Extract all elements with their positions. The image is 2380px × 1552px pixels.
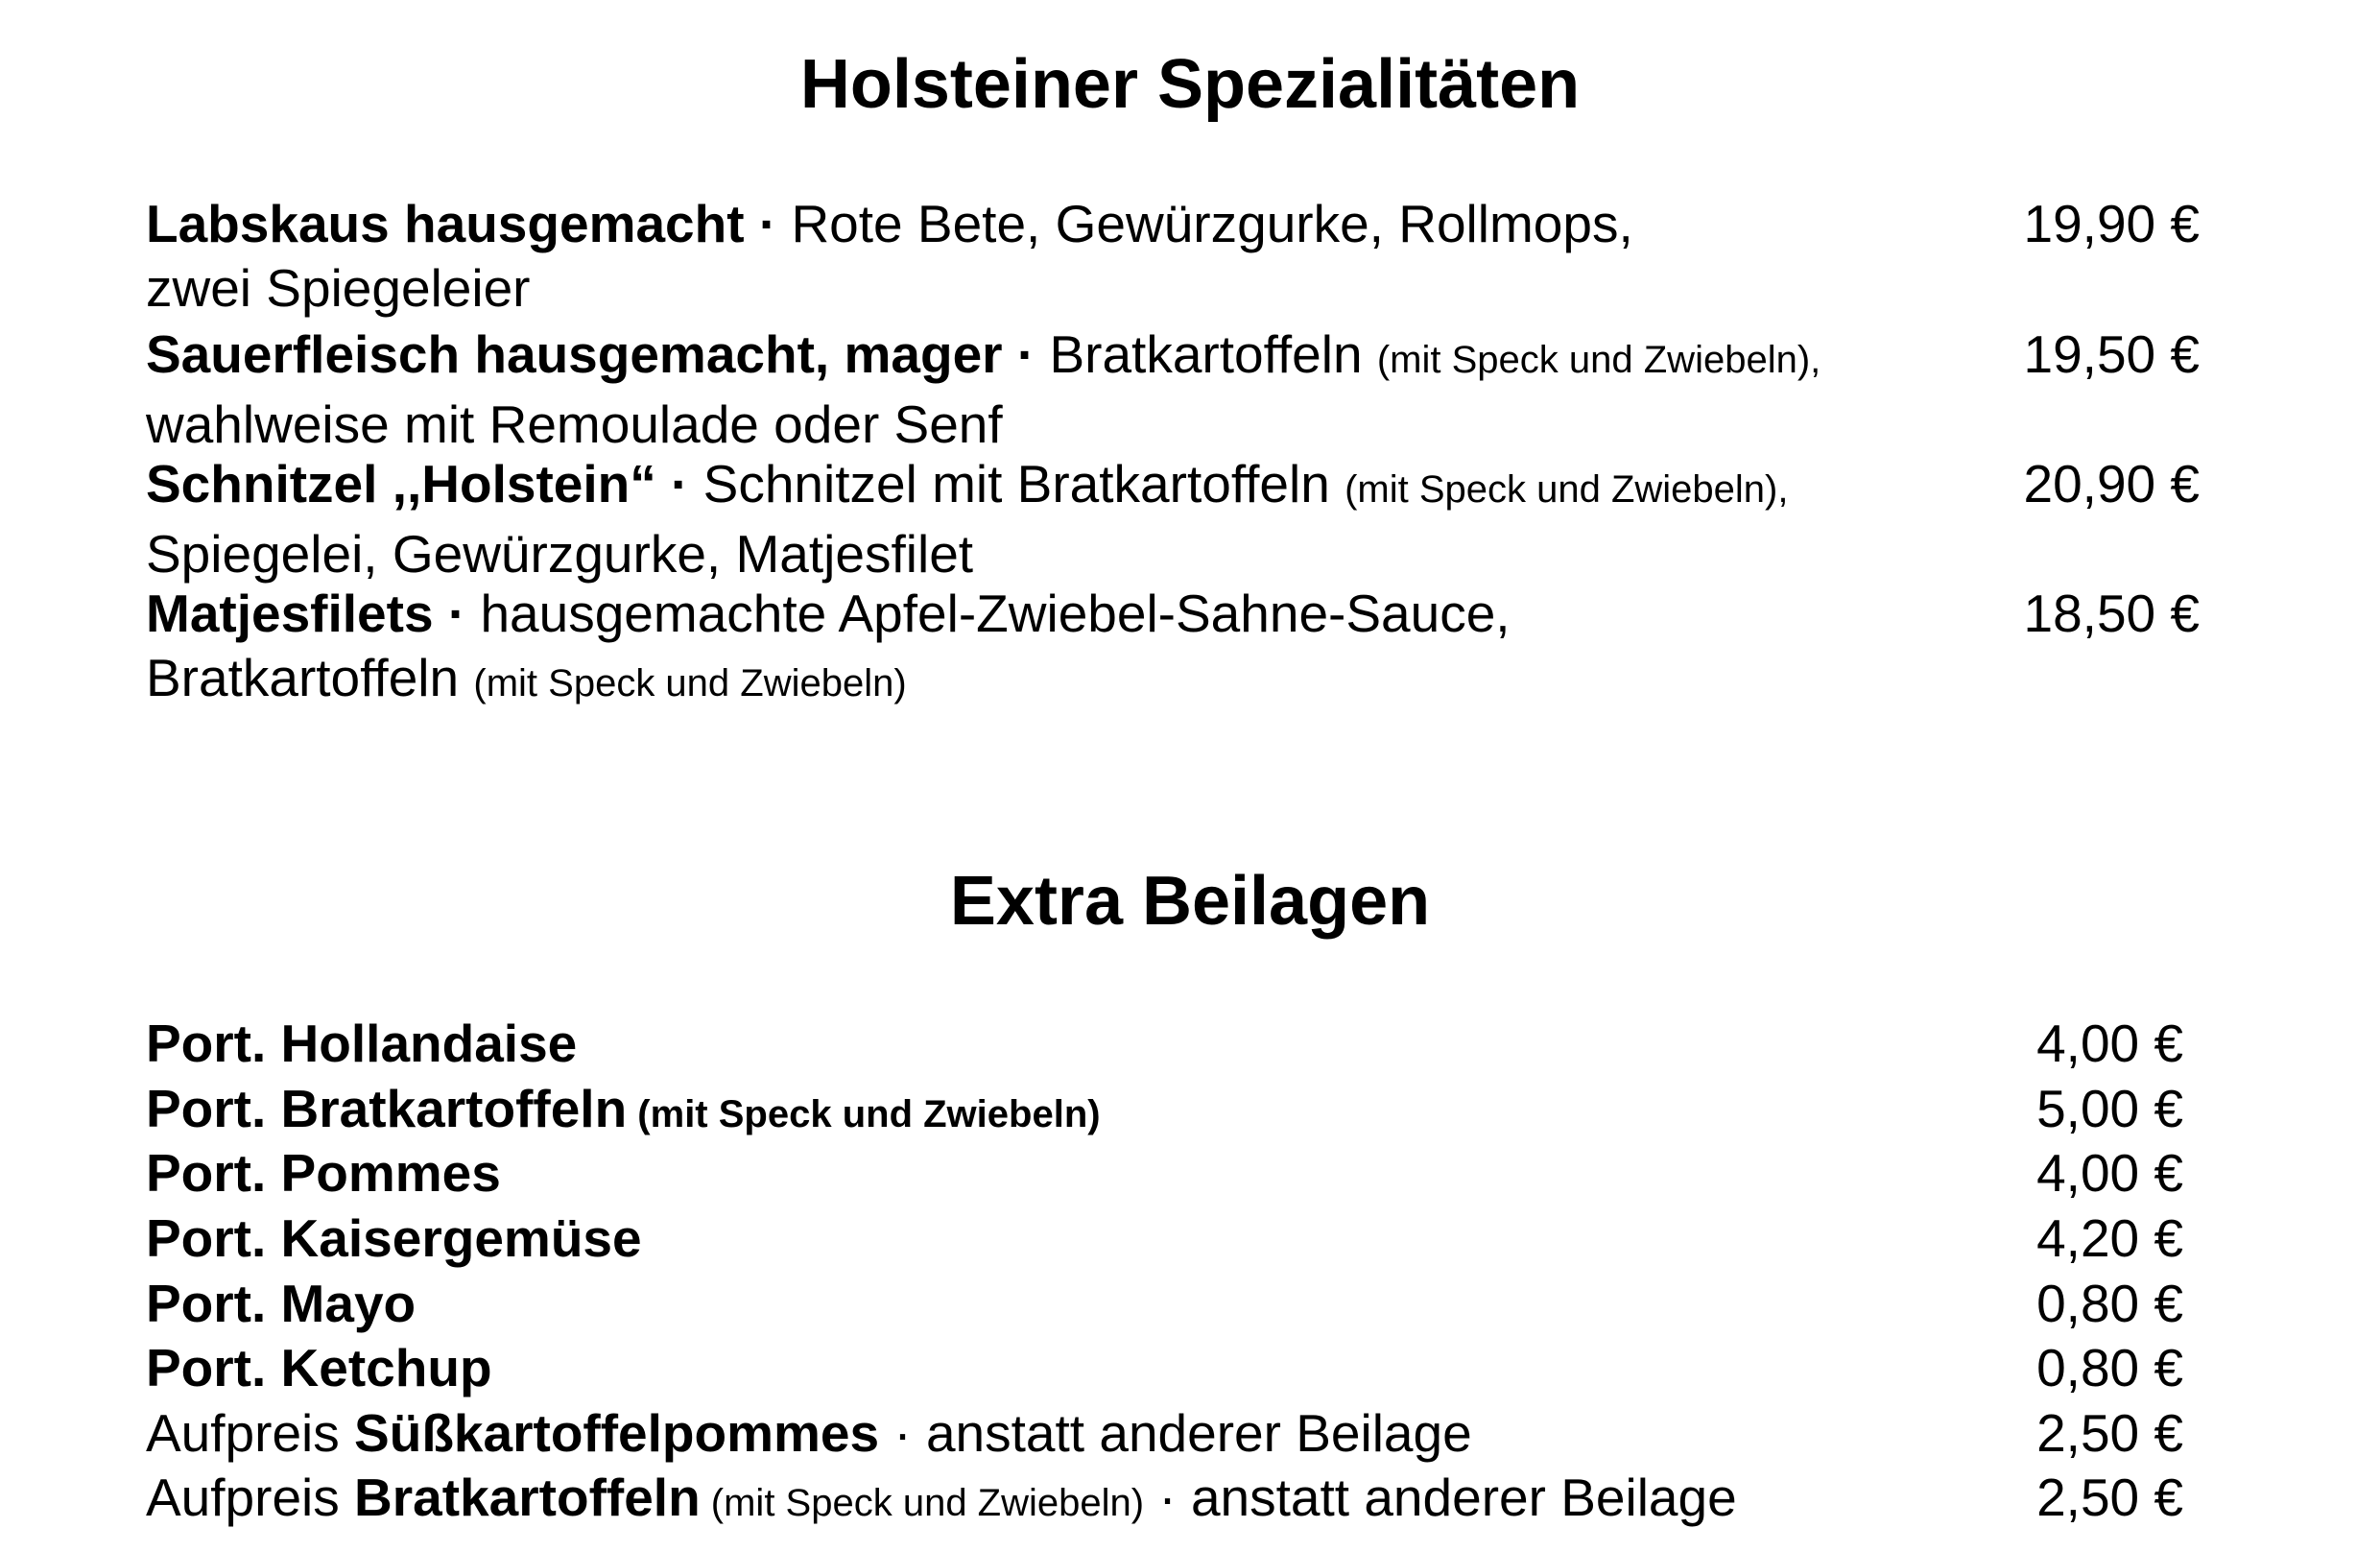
side-label: Port. Kaisergemüse (146, 1208, 642, 1268)
side-label: Port. Bratkartoffeln (146, 1079, 628, 1138)
dish-price: 18,50 € (2023, 584, 2200, 643)
side-label: Bratkartoffeln (354, 1468, 701, 1527)
dish-description (146, 582, 1998, 716)
dish-description (146, 322, 1998, 457)
dish-price: 19,50 € (2023, 324, 2200, 384)
side-item (146, 1272, 2183, 1336)
dish-separator: · (744, 194, 792, 253)
side-item (146, 1466, 2183, 1530)
side-item (146, 1141, 2183, 1206)
side-suffix: · anstatt anderer Beilage (879, 1403, 1472, 1463)
side-note: (mit Speck und Zwiebeln) (627, 1093, 1101, 1135)
dish-matjesfilets (146, 582, 2200, 716)
dish-price: 20,90 € (2023, 454, 2200, 513)
side-price: 2,50 € (2036, 1468, 2183, 1527)
side-price: 5,00 € (2036, 1079, 2183, 1138)
dish-name: Matjesfilets (146, 584, 434, 643)
dish-separator: · (433, 584, 481, 643)
dish-desc: Schnitzel mit Bratkartoffeln (702, 454, 1345, 513)
side-price: 2,50 € (2036, 1403, 2183, 1463)
side-label-group (146, 1468, 1737, 1527)
side-label: Port. Mayo (146, 1274, 416, 1333)
side-price: 4,00 € (2036, 1014, 2183, 1073)
side-price: 0,80 € (2036, 1274, 2183, 1333)
side-price: 4,00 € (2036, 1143, 2183, 1203)
dish-desc: hausgemachte Apfel-Zwiebel-Sahne-Sauce, (480, 584, 1511, 643)
side-label: Port. Hollandaise (146, 1014, 578, 1073)
dish-desc-line2: Spiegelei, Gewürzgurke, Matjesfilet (146, 524, 974, 584)
side-item (146, 1336, 2183, 1400)
dish-note: (mit Speck und Zwiebeln), (1345, 468, 1789, 511)
dish-separator: · (1002, 324, 1050, 384)
side-note: (mit Speck und Zwiebeln) (700, 1482, 1145, 1524)
side-label: Port. Pommes (146, 1143, 501, 1203)
side-prefix: Aufpreis (146, 1468, 355, 1527)
side-item (146, 1012, 2183, 1076)
dish-price: 19,90 € (2023, 194, 2200, 253)
side-label-group (146, 1403, 1472, 1463)
side-label: Süßkartoffelpommes (354, 1403, 880, 1463)
side-item (146, 1401, 2183, 1466)
dish-desc: Rote Bete, Gewürzgurke, Rollmops, (791, 194, 1633, 253)
side-price: 4,20 € (2036, 1208, 2183, 1268)
dish-note: (mit Speck und Zwiebeln), (1376, 339, 1821, 381)
side-suffix: · anstatt anderer Beilage (1144, 1468, 1737, 1527)
section-title-specialties: Holsteiner Spezialitäten (799, 46, 1581, 123)
dish-labskaus (146, 192, 2200, 321)
side-item (146, 1206, 2183, 1271)
dish-description (146, 452, 1998, 586)
side-label-group (146, 1079, 1101, 1138)
dish-sauerfleisch (146, 322, 2200, 457)
side-price: 0,80 € (2036, 1338, 2183, 1397)
dish-schnitzel-holstein (146, 452, 2200, 586)
dish-separator: · (655, 454, 703, 513)
dish-desc-line2: zwei Spiegeleier (146, 258, 531, 318)
dish-name: Sauerfleisch hausgemacht, mager (146, 324, 1003, 384)
dish-note: (mit Speck und Zwiebeln) (473, 662, 907, 704)
dish-description (146, 192, 1998, 321)
side-label: Port. Ketchup (146, 1338, 492, 1397)
section-title-extras: Extra Beilagen (949, 863, 1431, 940)
dish-name: Labskaus hausgemacht (146, 194, 745, 253)
dish-name: Schnitzel ,,Holstein“ (146, 454, 656, 513)
side-prefix: Aufpreis (146, 1403, 355, 1463)
dish-desc-line2: Bratkartoffeln (146, 648, 474, 707)
dish-desc: Bratkartoffeln (1049, 324, 1377, 384)
dish-desc-line2: wahlweise mit Remoulade oder Senf (146, 394, 1003, 454)
side-item (146, 1077, 2183, 1141)
